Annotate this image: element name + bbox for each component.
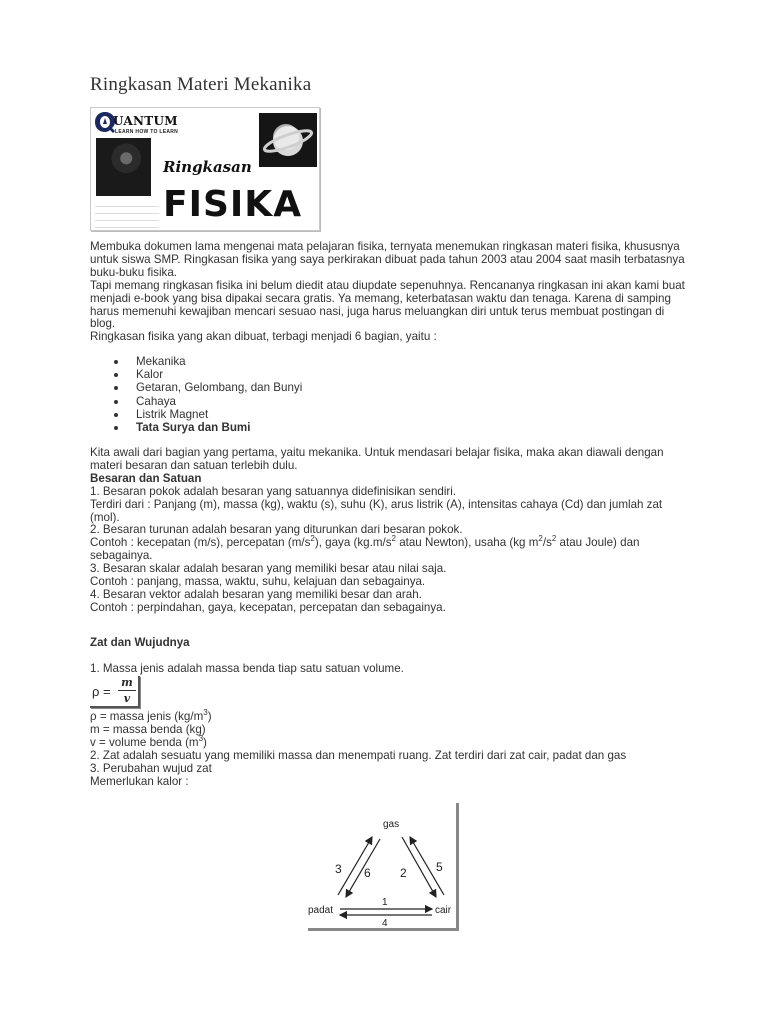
- text-span: ), gaya (kg.m/s: [314, 536, 392, 550]
- section1-line-4: [90, 534, 686, 563]
- section1-lead: Kita awali dari bagian yang pertama, yaitu mekanika. Untuk mendasari belajar fisika, maka akan diawali dengan materi besaran dan satuan terlebih dulu.: [90, 446, 664, 472]
- section1-line-2: Terdiri dari : Panjang (m), massa (kg), waktu (s), suhu (K), arus listrik (A), intensitas cahaya (Cd) dan jumlah zat (mol).: [90, 497, 663, 524]
- phase-change-diagram: [308, 803, 462, 931]
- zat-section-body: [90, 708, 686, 788]
- cover-tagline: LEARN HOW TO LEARN: [115, 129, 179, 135]
- label-padat: padat: [308, 905, 334, 916]
- page-title: Ringkasan Materi Mekanika: [90, 74, 312, 95]
- list-item: Tata Surya dan Bumi: [90, 421, 686, 434]
- text-span: ): [207, 710, 212, 723]
- section1-line-8: Contoh : perpindahan, gaya, kecepatan, percepatan dan sebagainya.: [90, 600, 446, 614]
- definition-density: [90, 708, 686, 724]
- intro-paragraph-2: Tapi memang ringkasan fisika ini belum diedit atau diupdate sepenuhnya. Rencananya ringkasan ini akan kami buat menjadi e-book yang bisa dipakai secara gratis. Ya memang, keterbatasan waktu dan tenaga. Karena di samping harus memenuhi kewajiban mencari sesuao nasi, juga harus meluangkan diri untuk terus membuat postingan di blog.: [90, 278, 685, 331]
- text-span: ρ = massa jenis (kg/m: [90, 710, 204, 723]
- formula-lhs: ρ =: [92, 684, 111, 699]
- text-span: ): [203, 735, 207, 749]
- arrow-2: [402, 837, 436, 897]
- zat-section-heading: [90, 637, 686, 650]
- definition-mass: m = massa benda (kg): [90, 722, 206, 736]
- section2-line-3: 3. Perubahan wujud zat: [90, 761, 212, 775]
- label-n5: 5: [436, 860, 443, 874]
- besaran-section: [90, 447, 686, 615]
- label-n2: 2: [400, 866, 407, 880]
- section2-line-2: 2. Zat adalah sesuatu yang memiliki massa dan menempati ruang. Zat terdiri dari zat cair, padat dan gas: [90, 748, 627, 762]
- arrow-6: [346, 839, 380, 897]
- section1-line-1: 1. Besaran pokok adalah besaran yang satuannya didefinisikan sendiri.: [90, 484, 457, 498]
- list-item: Mekanika: [90, 355, 686, 368]
- formula-fraction: [118, 676, 136, 705]
- density-formula: [90, 676, 140, 708]
- cover-brand: UANTUM: [113, 114, 178, 128]
- portrait-image: [96, 138, 151, 196]
- section1-line-5: 3. Besaran skalar adalah besaran yang memiliki besar atau nilai saja.: [90, 562, 447, 576]
- text-span: atau Newton), usaha (kg m: [395, 536, 539, 550]
- section2-line-1: 1. Massa jenis adalah massa benda tiap satu satuan volume.: [90, 662, 404, 675]
- list-item: Listrik Magnet: [90, 408, 686, 421]
- parts-list: [90, 355, 686, 434]
- list-item: Getaran, Gelombang, dan Bunyi: [90, 381, 686, 394]
- text-span: /s: [542, 536, 552, 550]
- superscript: 2: [551, 534, 557, 544]
- section1-line-6: Contoh : panjang, massa, waktu, suhu, kelajuan dan sebagainya.: [90, 575, 426, 589]
- text-span: Contoh : kecepatan (m/s), percepatan (m/s: [90, 536, 311, 550]
- zat-line-1: [90, 663, 686, 676]
- label-n1: 1: [382, 897, 388, 908]
- definition-volume: [90, 733, 686, 750]
- label-cair: cair: [435, 905, 452, 916]
- superscript: 2: [310, 534, 315, 544]
- section2-heading: Zat dan Wujudnya: [90, 636, 190, 649]
- fraction-bar: [118, 690, 136, 691]
- intro-paragraph-3: Ringkasan fisika yang akan dibuat, terbagi menjadi 6 bagian, yaitu :: [90, 330, 437, 344]
- label-n3: 3: [335, 862, 342, 876]
- label-gas: gas: [383, 819, 400, 830]
- list-item: Kalor: [90, 368, 686, 381]
- formula-denominator: v: [123, 692, 131, 705]
- superscript: 3: [198, 733, 204, 743]
- label-n4: 4: [382, 918, 388, 929]
- cover-notes-image: [95, 200, 159, 228]
- cover-image: [90, 107, 320, 231]
- section1-line-7: 4. Besaran vektor adalah besaran yang memiliki besar dan arah.: [90, 587, 422, 601]
- list-item: Cahaya: [90, 395, 686, 408]
- section1-heading: Besaran dan Satuan: [90, 471, 202, 485]
- superscript: 3: [203, 708, 208, 718]
- text-span: v = volume benda (m: [90, 735, 199, 749]
- section2-line-4: Memerlukan kalor :: [90, 774, 189, 788]
- intro-paragraph-1: Membuka dokumen lama mengenai mata pelajaran fisika, ternyata menemukan ringkasan materi fisika, khususnya untuk siswa SMP. Ringkasan fisika yang saya perkirakan dibuat pada tahun 2003 atau 2004 saat masih terbatasnya buku-buku fisika.: [90, 240, 685, 279]
- superscript: 2: [391, 534, 396, 544]
- saturn-image: [259, 113, 317, 167]
- label-n6: 6: [364, 866, 371, 880]
- superscript: 2: [538, 534, 543, 544]
- formula-numerator: m: [121, 676, 133, 689]
- text-span: atau Joule) dan sebagainya.: [90, 536, 640, 563]
- cover-caption-main: FISIKA: [163, 184, 303, 225]
- section1-line-3: 2. Besaran turunan adalah besaran yang diturunkan dari besaran pokok.: [90, 523, 463, 537]
- intro-section: [90, 241, 686, 344]
- cover-caption-top: Ringkasan: [163, 158, 252, 176]
